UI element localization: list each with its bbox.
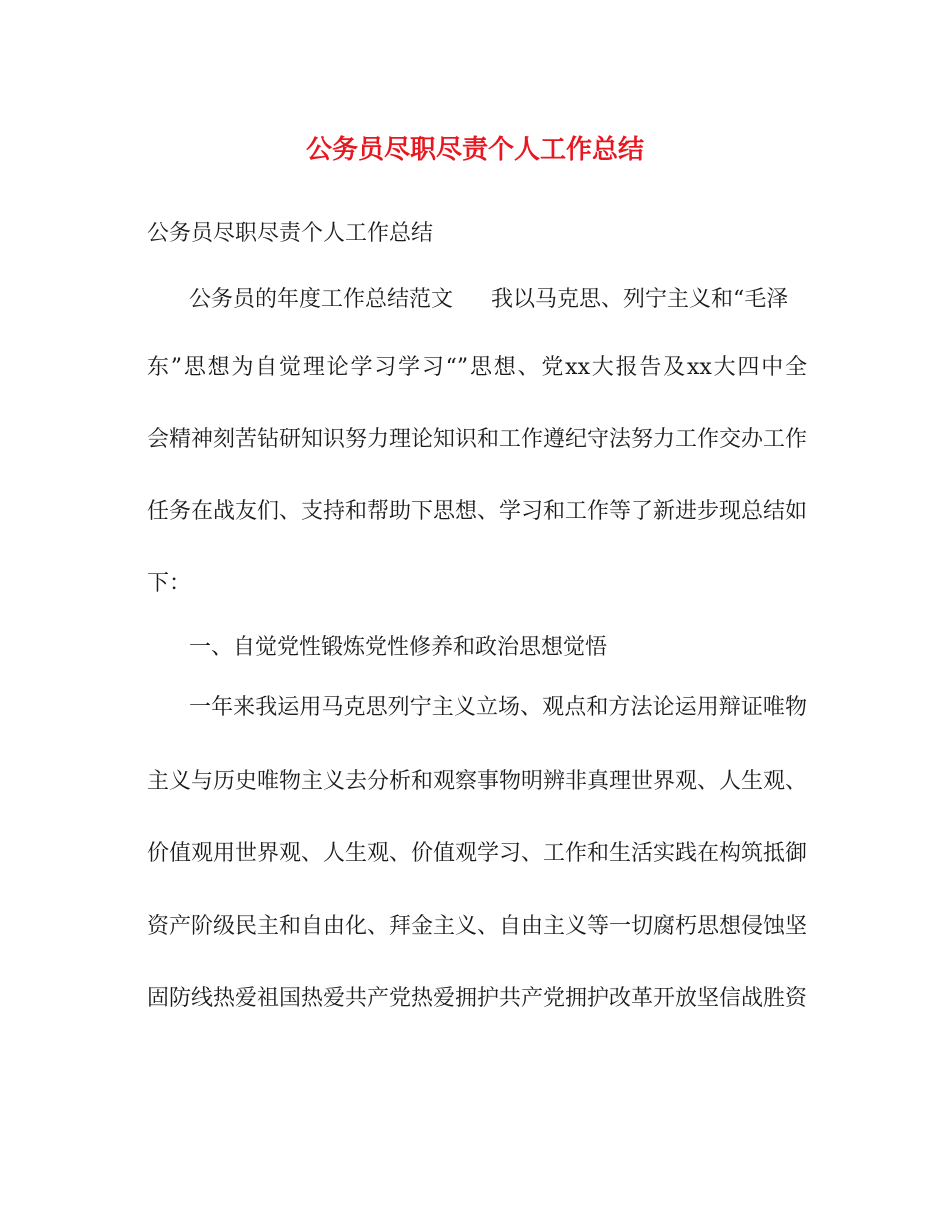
paragraph-line: 固防线热爱祖国热爱共产党热爱拥护共产党拥护改革开放坚信战胜资 [147, 986, 807, 1011]
paragraph-lead: 公务员的年度工作总结范文 [189, 287, 454, 312]
paragraph-line: 任务在战友们、支持和帮助下思想、学习和工作等了新进步现总结如 [147, 499, 807, 524]
paragraph-line: 主义与历史唯物主义去分析和观察事物明辨非真理世界观、人生观、 [147, 769, 807, 794]
document-subtitle: 公务员尽职尽责个人工作总结 [147, 221, 434, 246]
section-heading: 一、自觉党性锻炼党性修养和政治思想觉悟 [189, 635, 608, 660]
paragraph-line: 会精神刻苦钻研知识努力理论知识和工作遵纪守法努力工作交办工作 [147, 427, 807, 452]
paragraph-line: 东”思想为自觉理论学习学习“”思想、党xx大报告及xx大四中全 [147, 355, 807, 380]
document-title: 公务员尽职尽责个人工作总结 [305, 135, 644, 165]
paragraph-text: 我以马克思、列宁主义和“毛泽 [491, 287, 789, 312]
paragraph-line [189, 278, 807, 322]
paragraph-line: 资产阶级民主和自由化、拜金主义、自由主义等一切腐朽思想侵蚀坚 [147, 914, 807, 939]
paragraph-line: 一年来我运用马克思列宁主义立场、观点和方法论运用辩证唯物 [189, 695, 807, 720]
paragraph-line: 价值观用世界观、人生观、价值观学习、工作和生活实践在构筑抵御 [147, 841, 807, 866]
paragraph-line: 下： [147, 571, 192, 596]
